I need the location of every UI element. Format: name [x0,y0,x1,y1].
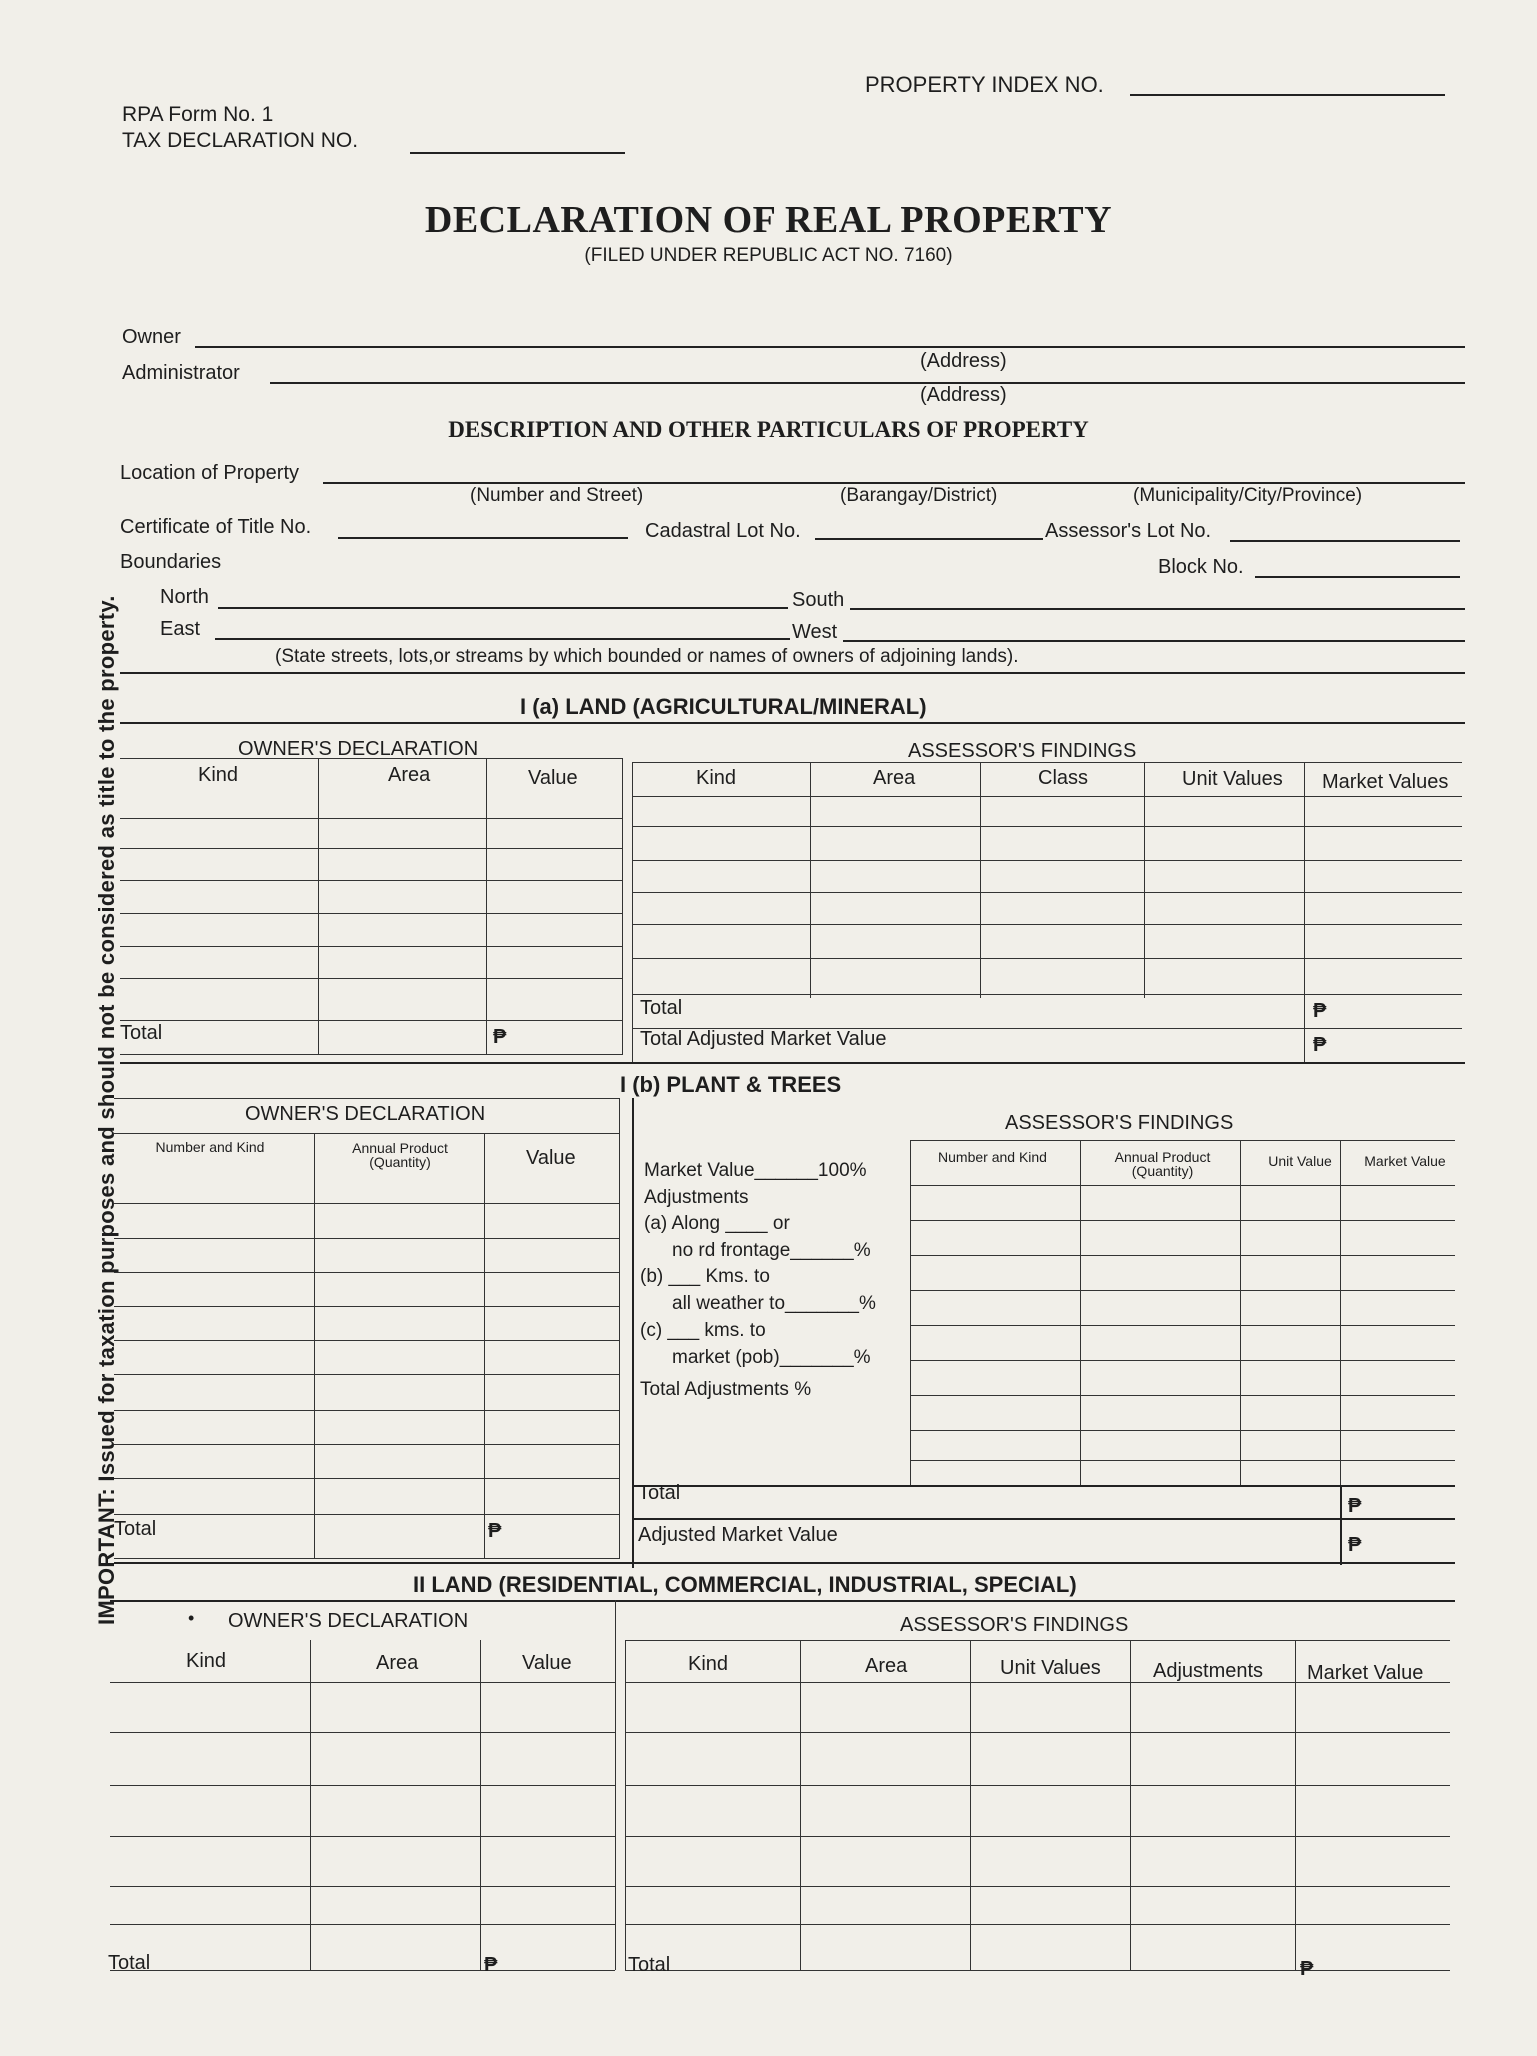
land-res-owner-heading: OWNER'S DECLARATION [228,1610,469,1632]
administrator-field[interactable] [270,382,1465,384]
peso-sign: ₱ [1300,1958,1314,1980]
land-ag-owner-col-value: Value [528,767,578,789]
divider [120,722,1465,724]
divider [110,1600,1455,1602]
plants-along: (a) Along ____ or [644,1213,790,1234]
east-label: East [160,618,201,640]
land-ag-owner-col-area: Area [388,764,431,786]
land-ag-assessor-table [632,762,1462,1062]
administrator-label: Administrator [122,362,240,384]
land-ag-assessor-heading: ASSESSOR'S FINDINGS [908,740,1137,762]
plants-adjustments: Adjustments [644,1187,749,1208]
divider [120,1062,1465,1064]
land-ag-owner-table [120,758,623,1054]
bullet-icon: • [188,1608,195,1628]
south-field[interactable] [850,608,1465,610]
land-ag-assessor-col-area: Area [873,767,916,789]
land-res-assessor-heading: ASSESSOR'S FINDINGS [900,1614,1129,1636]
title-no-field[interactable] [338,537,628,539]
plants-adjusted-mv: Adjusted Market Value [638,1524,838,1546]
cadastral-field[interactable] [815,538,1043,540]
north-field[interactable] [218,607,788,609]
south-label: South [792,589,845,611]
land-ag-total-adjusted: Total Adjusted Market Value [640,1028,887,1050]
land-ag-assessor-col-unit: Unit Values [1182,768,1283,790]
land-res-assessor-col-adjustments: Adjustments [1153,1660,1264,1682]
owner-field[interactable] [195,346,1465,348]
title-no-label: Certificate of Title No. [120,516,312,538]
land-res-assessor-col-kind: Kind [688,1653,729,1675]
peso-sign: ₱ [1313,1000,1327,1022]
divider [632,1485,1455,1487]
divider [632,1098,634,1568]
form-title: DECLARATION OF REAL PROPERTY [424,199,1113,241]
plants-kms2: (c) ___ kms. to [640,1320,766,1341]
plants-weather: all weather to_______% [672,1293,876,1314]
plants-heading: I (b) PLANT & TREES [620,1072,842,1097]
peso-sign: ₱ [488,1520,502,1542]
owner-label: Owner [122,326,181,348]
land-ag-assessor-col-market: Market Values [1322,771,1449,793]
number-street-caption: (Number and Street) [470,485,644,506]
plants-kms: (b) ___ Kms. to [640,1266,770,1287]
land-ag-assessor-col-kind: Kind [696,767,737,789]
plants-assessor-table [910,1140,1455,1485]
land-ag-owner-col-kind: Kind [198,764,239,786]
land-res-assessor-table [625,1640,1450,1970]
land-res-assessor-col-unit: Unit Values [1000,1657,1101,1679]
administrator-address-label: (Address) [920,384,1007,406]
land-res-assessor-col-area: Area [865,1655,908,1677]
plants-assessor-col-market: Market Value [1364,1153,1446,1169]
land-ag-owner-heading: OWNER'S DECLARATION [238,738,479,760]
land-res-owner-col-area: Area [376,1652,419,1674]
block-field[interactable] [1255,576,1460,578]
land-ag-assessor-total: Total [640,997,683,1019]
east-field[interactable] [215,638,790,640]
peso-sign: ₱ [1348,1495,1362,1517]
tax-declaration-field[interactable] [410,152,625,154]
land-res-heading: II LAND (RESIDENTIAL, COMMERCIAL, INDUSTRIAL, SPECIAL) [413,1572,1077,1597]
plants-assessor-col-unit: Unit Value [1268,1153,1332,1169]
plants-market-value: Market Value______100% [644,1160,867,1181]
municipality-caption: (Municipality/City/Province) [1133,485,1363,506]
land-res-owner-col-value: Value [522,1652,572,1674]
plants-owner-col-value: Value [526,1147,576,1169]
plants-owner-col-number: Number and Kind [155,1139,265,1155]
plants-assessor-heading: ASSESSOR'S FINDINGS [1005,1112,1234,1134]
side-important-note: IMPORTANT: Issued for taxation purposes and should not be considered as title to the property. [94,595,119,1625]
peso-sign: ₱ [493,1026,507,1048]
divider [120,672,1465,674]
barangay-caption: (Barangay/District) [840,485,998,506]
peso-sign: ₱ [1348,1534,1362,1556]
plants-assessor-col-product: Annual Product (Quantity) [1114,1149,1211,1179]
plants-owner-heading: OWNER'S DECLARATION [245,1103,486,1125]
peso-sign: ₱ [1313,1034,1327,1056]
plants-owner-col-product: Annual Product (Quantity) [352,1140,448,1170]
divider [114,1562,1455,1564]
land-res-assessor-col-market: Market Value [1307,1662,1424,1684]
peso-sign: ₱ [484,1954,498,1976]
location-label: Location of Property [120,462,299,484]
boundaries-label: Boundaries [120,551,222,573]
plants-frontage: no rd frontage______% [672,1240,871,1261]
north-label: North [160,586,209,608]
land-res-owner-total: Total [108,1952,151,1974]
plants-assessor-col-number: Number and Kind [938,1149,1047,1165]
land-res-assessor-total: Total [628,1954,671,1976]
boundaries-note: (State streets, lots,or streams by which bounded or names of owners of adjoining lands). [275,646,1019,667]
block-label: Block No. [1158,556,1244,578]
location-field[interactable] [323,482,1465,484]
plants-owner-total: Total [114,1518,157,1540]
west-field[interactable] [843,640,1465,642]
assessor-lot-label: Assessor's Lot No. [1045,520,1212,542]
form-subtitle: (FILED UNDER REPUBLIC ACT NO. 7160) [584,245,953,266]
owner-address-label: (Address) [920,350,1007,372]
plants-total-adjustments: Total Adjustments % [640,1379,812,1400]
cadastral-label: Cadastral Lot No. [645,520,801,542]
assessor-lot-field[interactable] [1230,540,1460,542]
land-res-owner-table [110,1640,615,1970]
description-heading: DESCRIPTION AND OTHER PARTICULARS OF PROPERTY [448,417,1089,442]
west-label: West [792,621,838,643]
plants-assessor-total: Total [638,1482,681,1504]
land-res-owner-col-kind: Kind [186,1650,227,1672]
property-index-field[interactable] [1130,94,1445,96]
land-ag-assessor-col-class: Class [1038,767,1089,789]
plants-market-pob: market (pob)_______% [672,1347,871,1368]
tax-declaration-label: TAX DECLARATION NO. [122,129,359,152]
divider [632,1518,1455,1520]
land-ag-owner-total: Total [120,1022,163,1044]
divider [1340,1485,1342,1565]
form-number: RPA Form No. 1 [122,103,274,126]
land-ag-heading: I (a) LAND (AGRICULTURAL/MINERAL) [520,694,927,719]
property-index-label: PROPERTY INDEX NO. [865,72,1104,97]
